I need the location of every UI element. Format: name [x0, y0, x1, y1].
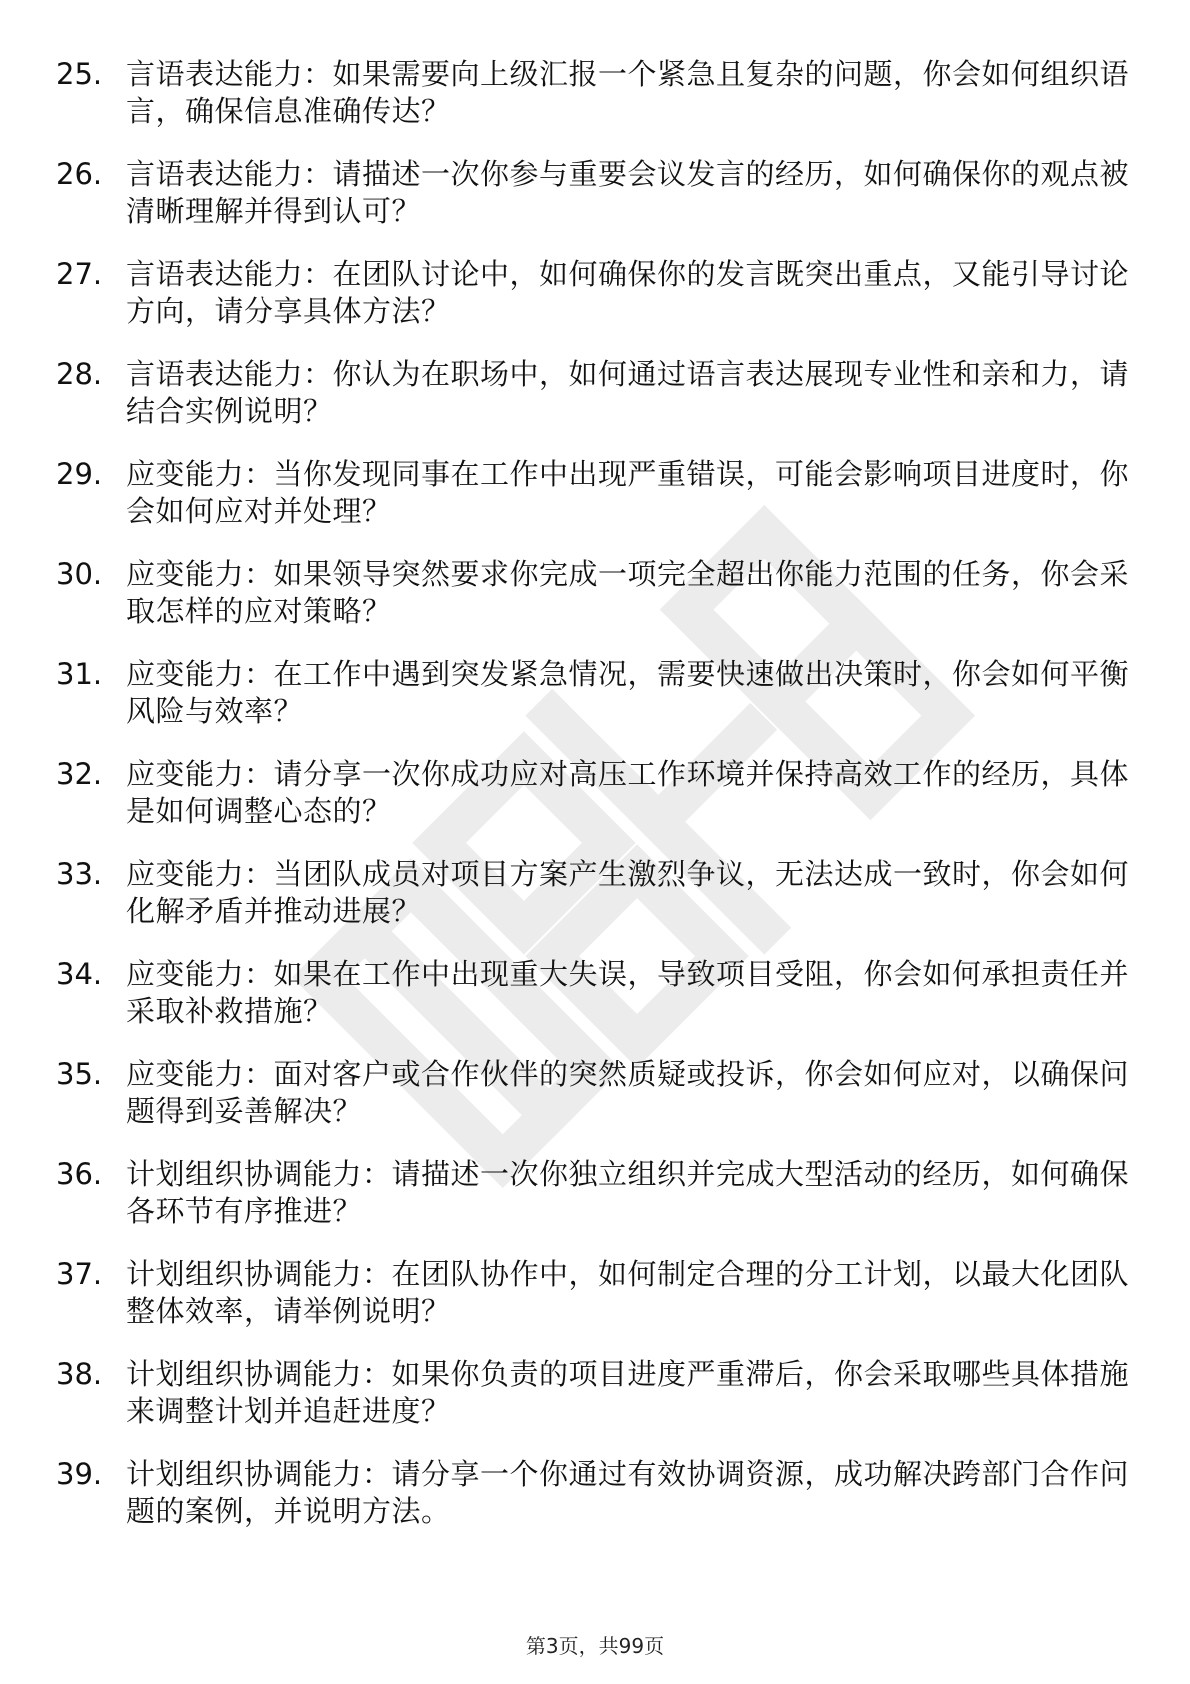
question-item: [56, 856, 1136, 956]
question-text: 应变能力：如果在工作中出现重大失误，导致项目受阻，你会如何承担责任并采取补救措施？: [126, 957, 1130, 1028]
question-text: 应变能力：当团队成员对项目方案产生激烈争议，无法达成一致时，你会如何化解矛盾并推动进展？: [126, 857, 1130, 928]
question-item: [56, 456, 1136, 556]
question-text: 应变能力：面对客户或合作伙伴的突然质疑或投诉，你会如何应对，以确保问题得到妥善解决？: [126, 1057, 1130, 1128]
question-text: 言语表达能力：在团队讨论中，如何确保你的发言既突出重点，又能引导讨论方向，请分享具体方法？: [126, 257, 1130, 328]
question-item: [56, 356, 1136, 456]
question-number: 31.: [56, 657, 103, 691]
question-number: 34.: [56, 957, 103, 991]
question-item: [56, 1056, 1136, 1156]
question-item: [56, 156, 1136, 256]
question-number: 29.: [56, 457, 103, 491]
page-footer: 第3页，共99页: [525, 1634, 665, 1658]
question-number: 30.: [56, 557, 103, 591]
question-item: [56, 556, 1136, 656]
question-text: 计划组织协调能力：在团队协作中，如何制定合理的分工计划，以最大化团队整体效率，请举例说明？: [126, 1257, 1130, 1328]
question-text: 计划组织协调能力：请分享一个你通过有效协调资源，成功解决跨部门合作问题的案例，并说明方法。: [126, 1457, 1130, 1528]
question-text: 应变能力：在工作中遇到突发紧急情况，需要快速做出决策时，你会如何平衡风险与效率？: [126, 657, 1130, 728]
question-number: 33.: [56, 857, 103, 891]
question-text: 言语表达能力：请描述一次你参与重要会议发言的经历，如何确保你的观点被清晰理解并得到认可？: [126, 157, 1130, 228]
question-list: [56, 56, 1136, 1556]
question-item: [56, 1356, 1136, 1456]
question-number: 28.: [56, 357, 103, 391]
question-text: 言语表达能力：你认为在职场中，如何通过语言表达展现专业性和亲和力，请结合实例说明？: [126, 357, 1130, 428]
question-number: 39.: [56, 1457, 103, 1491]
question-text: 应变能力：如果领导突然要求你完成一项完全超出你能力范围的任务，你会采取怎样的应对策略？: [126, 557, 1130, 628]
question-item: [56, 656, 1136, 756]
question-text: 应变能力：请分享一次你成功应对高压工作环境并保持高效工作的经历，具体是如何调整心态的？: [126, 757, 1130, 828]
question-number: 37.: [56, 1257, 103, 1291]
question-item: [56, 1256, 1136, 1356]
question-number: 35.: [56, 1057, 103, 1091]
question-item: [56, 256, 1136, 356]
question-number: 27.: [56, 257, 103, 291]
question-text: 计划组织协调能力：请描述一次你独立组织并完成大型活动的经历，如何确保各环节有序推进？: [126, 1157, 1130, 1228]
question-text: 应变能力：当你发现同事在工作中出现严重错误，可能会影响项目进度时，你会如何应对并处理？: [126, 457, 1130, 528]
question-item: [56, 1156, 1136, 1256]
question-number: 25.: [56, 57, 103, 91]
question-number: 32.: [56, 757, 103, 791]
question-number: 36.: [56, 1157, 103, 1191]
question-item: [56, 56, 1136, 156]
question-text: 言语表达能力：如果需要向上级汇报一个紧急且复杂的问题，你会如何组织语言，确保信息准确传达？: [126, 57, 1130, 128]
question-item: [56, 756, 1136, 856]
question-item: [56, 956, 1136, 1056]
question-number: 26.: [56, 157, 103, 191]
question-item: [56, 1456, 1136, 1556]
question-number: 38.: [56, 1357, 103, 1391]
question-text: 计划组织协调能力：如果你负责的项目进度严重滞后，你会采取哪些具体措施来调整计划并追赶进度？: [126, 1357, 1130, 1428]
